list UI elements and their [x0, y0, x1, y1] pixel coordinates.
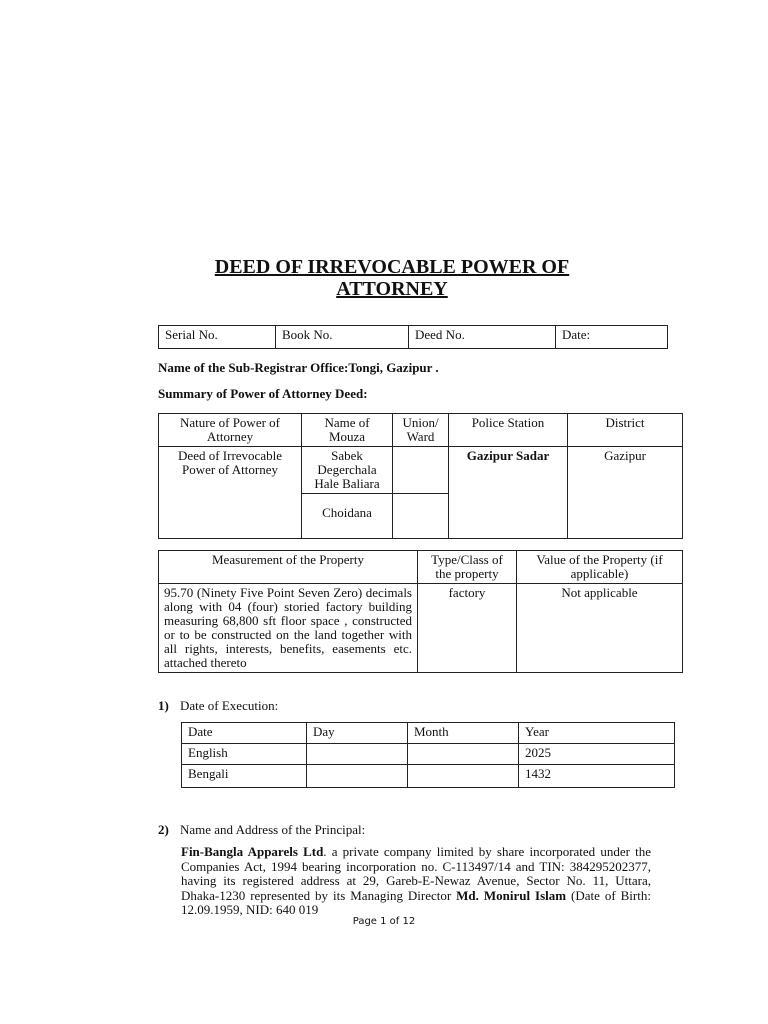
item-label: Name and Address of the Principal: — [180, 822, 366, 837]
police-value: Gazipur Sadar — [449, 447, 568, 539]
execution-date-table — [181, 722, 675, 788]
day-bengali — [307, 765, 408, 788]
director-name: Md. Monirul Islam — [456, 887, 567, 903]
deed-title-line1: DEED OF IRREVOCABLE POWER OF — [214, 256, 570, 278]
principal-text-1: . a private company limited by share incorporated under the Companies Act, 1994 bearing incorporation no. C-113497/14 and TIN: 384295202377, having its registered address at 29, Gareb-E-Newaz Avenue, Sector No. 11, Uttara, Dhaka-1230 represented by its Managing Director — [181, 844, 651, 903]
year-bengali: 1432 — [519, 765, 675, 788]
date-bengali: Bengali — [182, 765, 307, 788]
page-footer: Page 1 of 12 — [352, 916, 416, 927]
type-value: factory — [418, 584, 517, 673]
year-english: 2025 — [519, 744, 675, 765]
header-value: Value of the Property (if applicable) — [517, 551, 683, 584]
header-police: Police Station — [449, 414, 568, 447]
mouza-value-1: Sabek Degerchala Hale Baliara — [302, 447, 393, 494]
table-row — [182, 765, 675, 788]
item-label: Date of Execution: — [180, 698, 279, 713]
measurement-value: 95.70 (Ninety Five Point Seven Zero) decimals along with 04 (four) storied factory building measuring 68,800 sft floor space , constructed or to be constructed on the land together with all rights, interests, benefits, easements etc. attached thereto — [159, 584, 418, 673]
sub-registrar-office: Name of the Sub-Registrar Office:Tongi, Gazipur . — [158, 360, 439, 375]
day-english — [307, 744, 408, 765]
date-cell: Date: — [556, 326, 668, 349]
item-number: 2) — [158, 822, 169, 837]
serial-no-cell: Serial No. — [159, 326, 276, 349]
header-measurement: Measurement of the Property — [159, 551, 418, 584]
month-bengali — [408, 765, 519, 788]
deed-title — [150, 256, 634, 300]
item-number: 1) — [158, 698, 169, 713]
header-type: Type/Class of the property — [418, 551, 517, 584]
union-value-2 — [393, 494, 449, 539]
summary-table — [158, 413, 683, 539]
summary-heading: Summary of Power of Attorney Deed: — [158, 386, 368, 401]
deed-no-cell: Deed No. — [409, 326, 556, 349]
table-row — [182, 744, 675, 765]
month-english — [408, 744, 519, 765]
date-of-execution-item — [158, 698, 278, 714]
measurement-table — [158, 550, 683, 673]
union-value-1 — [393, 447, 449, 494]
value-value: Not applicable — [517, 584, 683, 673]
principal-text-2: (Date of Birth: 12.09.1959, NID: 640 019 — [181, 887, 651, 917]
header-year: Year — [519, 723, 675, 744]
principal-paragraph — [181, 845, 651, 918]
header-union: Union/ Ward — [393, 414, 449, 447]
nature-value: Deed of Irrevocable Power of Attorney — [159, 447, 302, 539]
header-date: Date — [182, 723, 307, 744]
deed-title-line2: ATTORNEY — [336, 278, 448, 300]
date-english: English — [182, 744, 307, 765]
company-name: Fin-Bangla Apparels Ltd — [181, 844, 324, 859]
mouza-value-2: Choidana — [302, 494, 393, 539]
serial-table — [158, 325, 668, 349]
principal-item — [158, 822, 365, 838]
district-value: Gazipur — [568, 447, 683, 539]
book-no-cell: Book No. — [276, 326, 409, 349]
header-nature: Nature of Power of Attorney — [159, 414, 302, 447]
header-mouza: Name of Mouza — [302, 414, 393, 447]
header-month: Month — [408, 723, 519, 744]
header-day: Day — [307, 723, 408, 744]
header-district: District — [568, 414, 683, 447]
